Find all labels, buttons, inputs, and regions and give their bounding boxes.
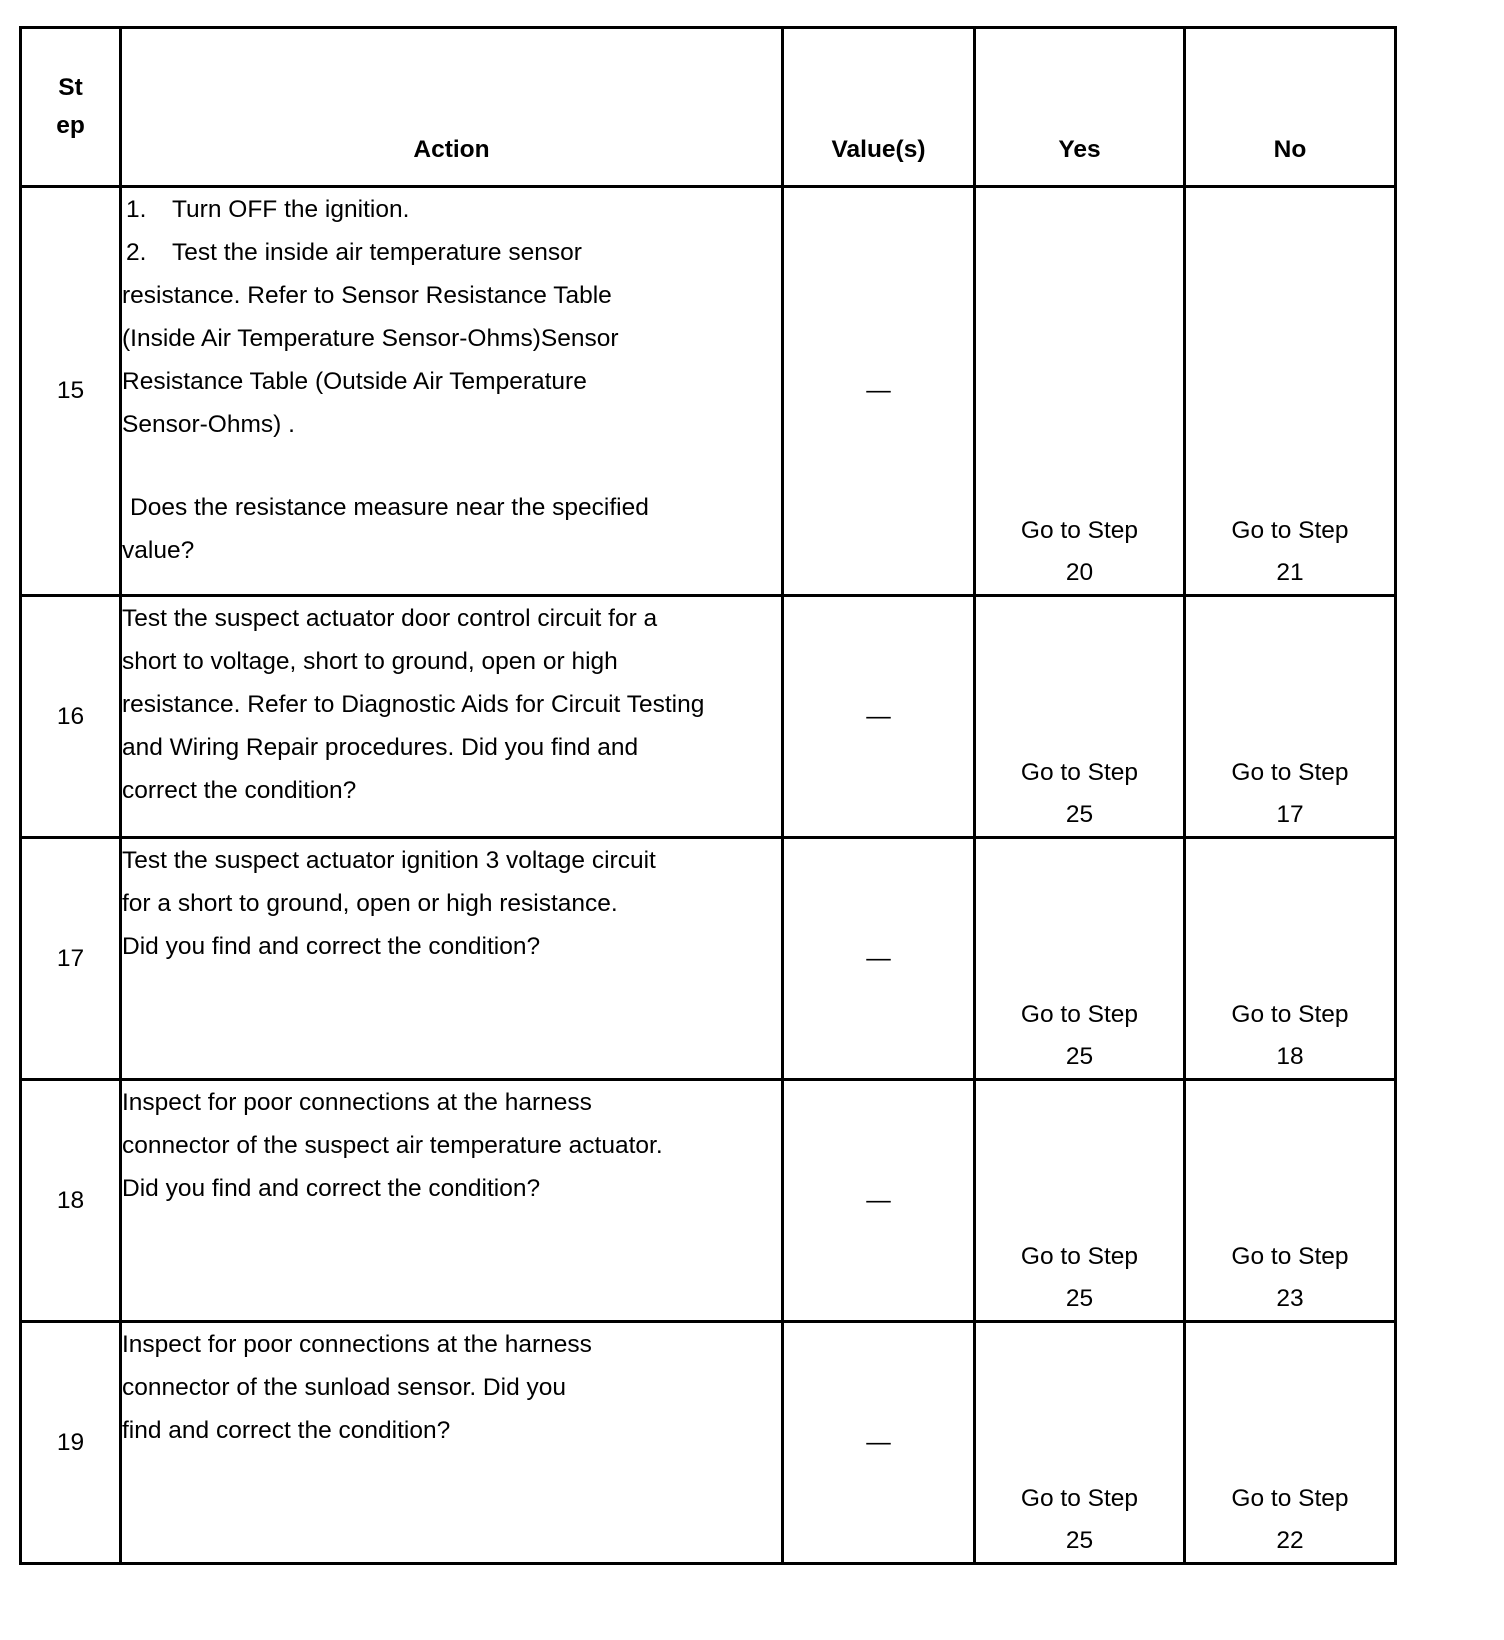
value-cell: — [783,1080,975,1322]
action-line: find and correct the condition? [122,1417,451,1444]
yes-cell: Go to Step 25 [975,838,1185,1080]
question-line: value? [122,537,195,564]
table-row [21,1322,1396,1564]
action-line: resistance. Refer to Sensor Resistance Table [122,282,612,309]
question-line: Does the resistance measure near the specified [130,494,649,521]
step-number: 16 [21,596,121,838]
action-line: connector of the sunload sensor. Did you [122,1374,567,1401]
value-cell: — [783,838,975,1080]
yes-cell: Go to Step 25 [975,596,1185,838]
action-line: Resistance Table (Outside Air Temperature [122,368,587,395]
action-cell [121,1080,783,1322]
action-line: Test the suspect actuator door control circuit for a [122,605,658,632]
action-line: connector of the suspect air temperature actuator. [122,1132,663,1159]
step-number: 19 [21,1322,121,1564]
value-cell: — [783,596,975,838]
action-line: for a short to ground, open or high resistance. [122,890,618,917]
step-number: 15 [21,187,121,596]
header-no: No [1185,28,1396,187]
action-line: Inspect for poor connections at the harness [122,1089,592,1116]
header-action: Action [121,28,783,187]
step-number: 18 [21,1080,121,1322]
action-line: Sensor-Ohms) . [122,411,295,438]
action-line: Inspect for poor connections at the harness [122,1331,592,1358]
action-line: short to voltage, short to ground, open or high [122,648,618,675]
action-cell [121,1322,783,1564]
no-cell: Go to Step 22 [1185,1322,1396,1564]
table-row [21,1080,1396,1322]
action-cell [121,187,783,596]
action-list-item: 1. Turn OFF the ignition. [126,196,410,223]
header-values: Value(s) [783,28,975,187]
action-cell [121,596,783,838]
table-row [21,187,1396,596]
header-yes: Yes [975,28,1185,187]
no-cell: Go to Step 17 [1185,596,1396,838]
header-step: St ep [21,28,121,187]
action-line: and Wiring Repair procedures. Did you find and [122,734,639,761]
table-row [21,838,1396,1080]
action-line: Did you find and correct the condition? [122,933,541,960]
action-list-item: 2. Test the inside air temperature sensor [126,239,582,266]
action-line: Did you find and correct the condition? [122,1175,541,1202]
no-cell: Go to Step 23 [1185,1080,1396,1322]
no-cell: Go to Step 21 [1185,187,1396,596]
diagnostic-table [19,26,1397,1565]
action-line: correct the condition? [122,777,357,804]
table-row [21,596,1396,838]
action-line: (Inside Air Temperature Sensor-Ohms)Sensor [122,325,619,352]
action-cell [121,838,783,1080]
value-cell: — [783,1322,975,1564]
value-cell: — [783,187,975,596]
action-line: resistance. Refer to Diagnostic Aids for Circuit Testing [122,691,705,718]
yes-cell: Go to Step 25 [975,1322,1185,1564]
spacer [122,446,781,486]
yes-cell: Go to Step 25 [975,1080,1185,1322]
no-cell: Go to Step 18 [1185,838,1396,1080]
step-number: 17 [21,838,121,1080]
action-line: Test the suspect actuator ignition 3 voltage circuit [122,847,656,874]
yes-cell: Go to Step 20 [975,187,1185,596]
header-row [21,28,1396,187]
